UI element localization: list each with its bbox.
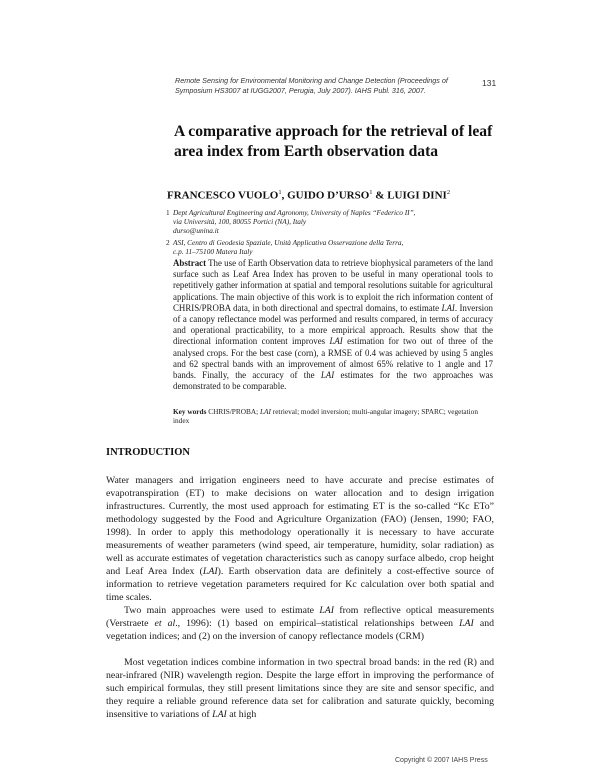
abstract-text-1: The use of Earth Observation data to retrieve biophysical parameters of the land surface such as Leaf Area Index has proven to be useful in many operational tools to repetitively gather information at spatial and temporal resolutions suitable for agricultural applications. The main objective of this work is to exploit the rich information content of CHRIS/PROBA data, in both directional and spectral domains, to estimate: [173, 258, 493, 313]
intro-p2-text-b: from reflective optical measurements (Verstraete: [106, 605, 495, 629]
author-2-affil: 1: [369, 189, 373, 196]
abstract-text-2: . Inversion of a canopy reflectance model was performed and results compared, in terms of accuracy and operational practicability, to a more empirical approach. Results show that the directional information content improves: [173, 302, 493, 347]
intro-paragraph-1: [106, 474, 494, 604]
intro-p1-text-a: Water managers and irrigation engineers need to have accurate and precise estimates of evapotranspiration (ET) to make decisions on water allocation and to design irrigation infrastructures. Currently, the most used approach for estimating ET is the so-called “Kc ETo” methodology suggested by the Food and Agriculture Organization (FAO) (Jensen, 1990; FAO, 1998). In order to apply this methodology operationally it is necessary to have accurate measurements of weather parameters (wind speed, air temperature, humidity, solar radiation) as well as accurate estimates of vegetation characteristics such as canopy surface albedo, crop height and Leaf Area Index (: [106, 475, 494, 577]
affiliation-2: [166, 238, 506, 256]
running-head: [175, 76, 475, 95]
abstract: [173, 258, 493, 392]
abstract-lai-3: LAI: [320, 370, 335, 381]
abstract-text-4: estimates for the two approaches was demonstrated to be comparable.: [173, 370, 493, 392]
intro-paragraph-2: [106, 604, 494, 643]
abstract-text-3: estimation for two out of three of the analysed crops. For the best case (corn), a RMSE of 0.4 was achieved by using 5 angles and 62 spectral bands with an improvement of almost 65% relative to 1 angle and 17 bands. Finally, the accuracy of the: [173, 336, 493, 381]
intro-p3-text-a: Most vegetation indices combine information in two spectral broad bands: in the red (R) and near-infrared (NIR) wavelength region. Despite the large effort in improving the performance of such empirical formulas, they still present limitations since they are site and sensor specific, and they require a reliable ground reference data set for calibration and saturate quickly, becoming insensitive to variations of: [106, 657, 494, 720]
copyright-footer: Copyright © 2007 IAHS Press: [395, 757, 488, 764]
keywords-text-2: retrieval; model inversion; multi-angular imagery; SPARC; vegetation index: [173, 407, 478, 426]
affiliation-2-number: 2: [166, 238, 170, 247]
intro-p2-text-d: and vegetation indices; and (2) on the inversion of canopy reflectance models (CRM): [106, 618, 494, 642]
affiliation-1-line-2: via Università, 100, 80055 Portici (NA), Italy: [173, 217, 307, 226]
keywords-label: Key words: [173, 407, 207, 416]
intro-p2-text-a: Two main approaches were used to estimate: [124, 605, 320, 616]
affiliation-2-line-2: c.p. 11–75100 Matera Italy: [173, 247, 253, 256]
author-1: FRANCESCO VUOLO: [167, 189, 279, 202]
author-sep-1: ,: [281, 189, 288, 202]
author-1-affil: 1: [278, 189, 282, 196]
intro-p3-text-b: at high: [226, 709, 257, 720]
intro-p1-text-b: ). Earth observation data are definitely a cost-effective source of information to retrieve vegetation parameters required for Kc calculation over both spatial and time scales.: [106, 566, 494, 603]
author-2: GUIDO D’URSO: [287, 189, 370, 202]
affiliation-2-line-1: ASI, Centro di Geodesia Spaziale, Unità Applicativa Osservazione della Terra,: [173, 238, 404, 247]
author-list: [167, 189, 450, 202]
author-3-affil: 2: [446, 189, 451, 196]
intro-paragraph-3: [106, 656, 494, 721]
paper-title: [174, 122, 504, 162]
intro-p3-lai: LAI: [212, 709, 227, 720]
abstract-lai-1: LAI: [441, 302, 455, 313]
keywords-text-1: CHRIS/PROBA;: [206, 407, 260, 416]
page-number: 131: [482, 78, 497, 88]
intro-p2-etal: et al: [154, 618, 176, 629]
section-heading-introduction: INTRODUCTION: [106, 447, 191, 458]
affiliation-1-email[interactable]: durso@unina.it: [173, 226, 219, 235]
abstract-label: Abstract: [173, 258, 207, 268]
running-head-line-1: Remote Sensing for Environmental Monitoring and Change Detection (Proceedings of: [175, 76, 448, 85]
intro-p1-lai: LAI: [202, 566, 218, 577]
intro-p2-lai-2: LAI: [459, 618, 474, 629]
intro-p2-text-c: ., 1996): (1) based on empirical–statistical relationships between: [175, 618, 460, 629]
author-sep-2: &: [372, 189, 388, 202]
intro-p2-lai: LAI: [319, 605, 335, 616]
affiliation-1-line-1: Dept Agricultural Engineering and Agronomy, University of Naples “Federico II”,: [173, 208, 416, 217]
author-3: LUIGI DINI: [387, 189, 447, 202]
affiliation-1-number: 1: [166, 208, 170, 217]
running-head-line-2: Symposium HS3007 at IUGG2007, Perugia, July 2007). IAHS Publ. 316, 2007.: [175, 85, 426, 95]
abstract-lai-2: LAI: [329, 336, 343, 347]
affiliation-1: [166, 208, 506, 235]
title-line-1: A comparative approach for the retrieval of leaf: [174, 123, 493, 140]
keywords-lai: LAI: [259, 407, 271, 416]
keywords: [173, 407, 493, 426]
title-line-2: area index from Earth observation data: [174, 143, 439, 160]
